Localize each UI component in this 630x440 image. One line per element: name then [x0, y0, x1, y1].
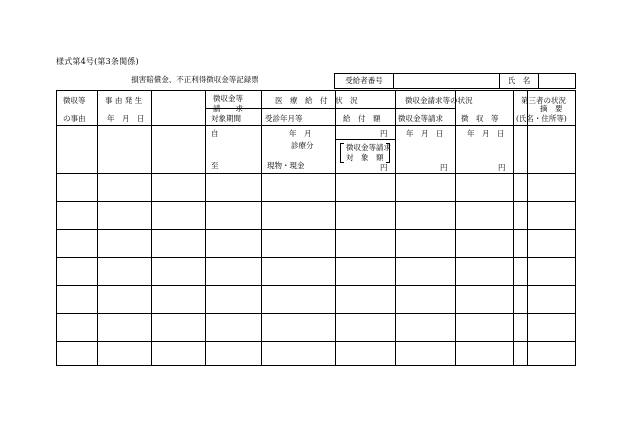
header-amount-top: 徴収金等 — [213, 94, 243, 103]
row-line — [57, 229, 575, 230]
header-occurrence-bottom: 年 月 日 — [107, 114, 145, 123]
col-divider — [395, 91, 396, 365]
row-line — [57, 201, 575, 202]
cash-or-goods: 現物・現金 — [267, 161, 305, 170]
header-collect-reason-top: 徴収等 — [63, 96, 86, 105]
recipient-number-field[interactable] — [393, 73, 500, 89]
claim-target-line1: 徴収金等請求 — [346, 143, 391, 152]
name-label-cell — [499, 73, 539, 89]
header-benefit-amount: 給 付 額 — [343, 114, 381, 123]
title-row — [56, 73, 576, 89]
col-divider — [335, 91, 336, 365]
treatment-type: 診療分 — [291, 141, 314, 150]
header-third-party-top: 第三者の状況 — [521, 96, 566, 105]
bracket-left — [340, 143, 344, 163]
col-divider — [513, 91, 514, 365]
form-number-label: 様式第4号(第3条関係) — [56, 57, 139, 66]
row-line — [57, 285, 575, 286]
row-line — [57, 313, 575, 314]
col-divider — [151, 91, 152, 365]
header-amount-bottom: 対象期間 — [211, 114, 241, 123]
col-divider — [455, 91, 456, 365]
claim-date-ymd: 年 月 日 — [406, 129, 444, 138]
col-divider — [261, 91, 262, 365]
form-title-text: 損害賠償金、不正利得徴収金等記録票 — [131, 75, 259, 84]
header-amount-mid: 請 求 — [213, 104, 243, 113]
claim-yen-unit: 円 — [440, 163, 448, 172]
header-occurrence-top: 事 由 発 生 — [105, 96, 143, 105]
collect-date-ymd: 年 月 日 — [467, 129, 505, 138]
row-line — [57, 173, 575, 174]
period-to: 至 — [211, 161, 219, 170]
col-divider — [205, 91, 206, 365]
claim-target-line2: 対 象 額 — [346, 153, 384, 162]
visit-year-month: 年 月 — [289, 129, 312, 138]
name-field[interactable] — [538, 73, 576, 89]
header-third-party-bottom: (氏名・住所等) — [516, 114, 567, 123]
name-label: 氏 名 — [507, 76, 531, 85]
col-divider — [97, 91, 98, 365]
benefit-yen-unit: 円 — [380, 129, 388, 138]
remarks-col-divider — [527, 90, 528, 366]
header-collect-date: 徴 収 等 — [461, 114, 499, 123]
header-claim-group: 徴収金請求等の状況 — [405, 96, 473, 105]
form-title — [56, 73, 334, 89]
benefit-subdivider — [335, 139, 395, 140]
recipient-number-label: 受給者番号 — [345, 76, 383, 85]
header-collect-reason-bottom: の事由 — [63, 114, 86, 123]
row-line — [57, 341, 575, 342]
collect-yen-unit: 円 — [498, 163, 506, 172]
header-bottom-line — [57, 125, 575, 126]
claim-target-yen-unit: 円 — [380, 163, 388, 172]
recipient-number-label-cell — [334, 73, 394, 89]
header-medical-group: 医 療 給 付 状 況 — [275, 96, 358, 105]
header-visit-month: 受診年月等 — [265, 114, 303, 123]
header-remarks: 摘 要 — [540, 104, 563, 113]
header-claim-date: 徴収金等請求 — [398, 114, 443, 123]
period-from: 自 — [211, 129, 219, 138]
row-line — [57, 257, 575, 258]
record-table — [56, 90, 576, 366]
